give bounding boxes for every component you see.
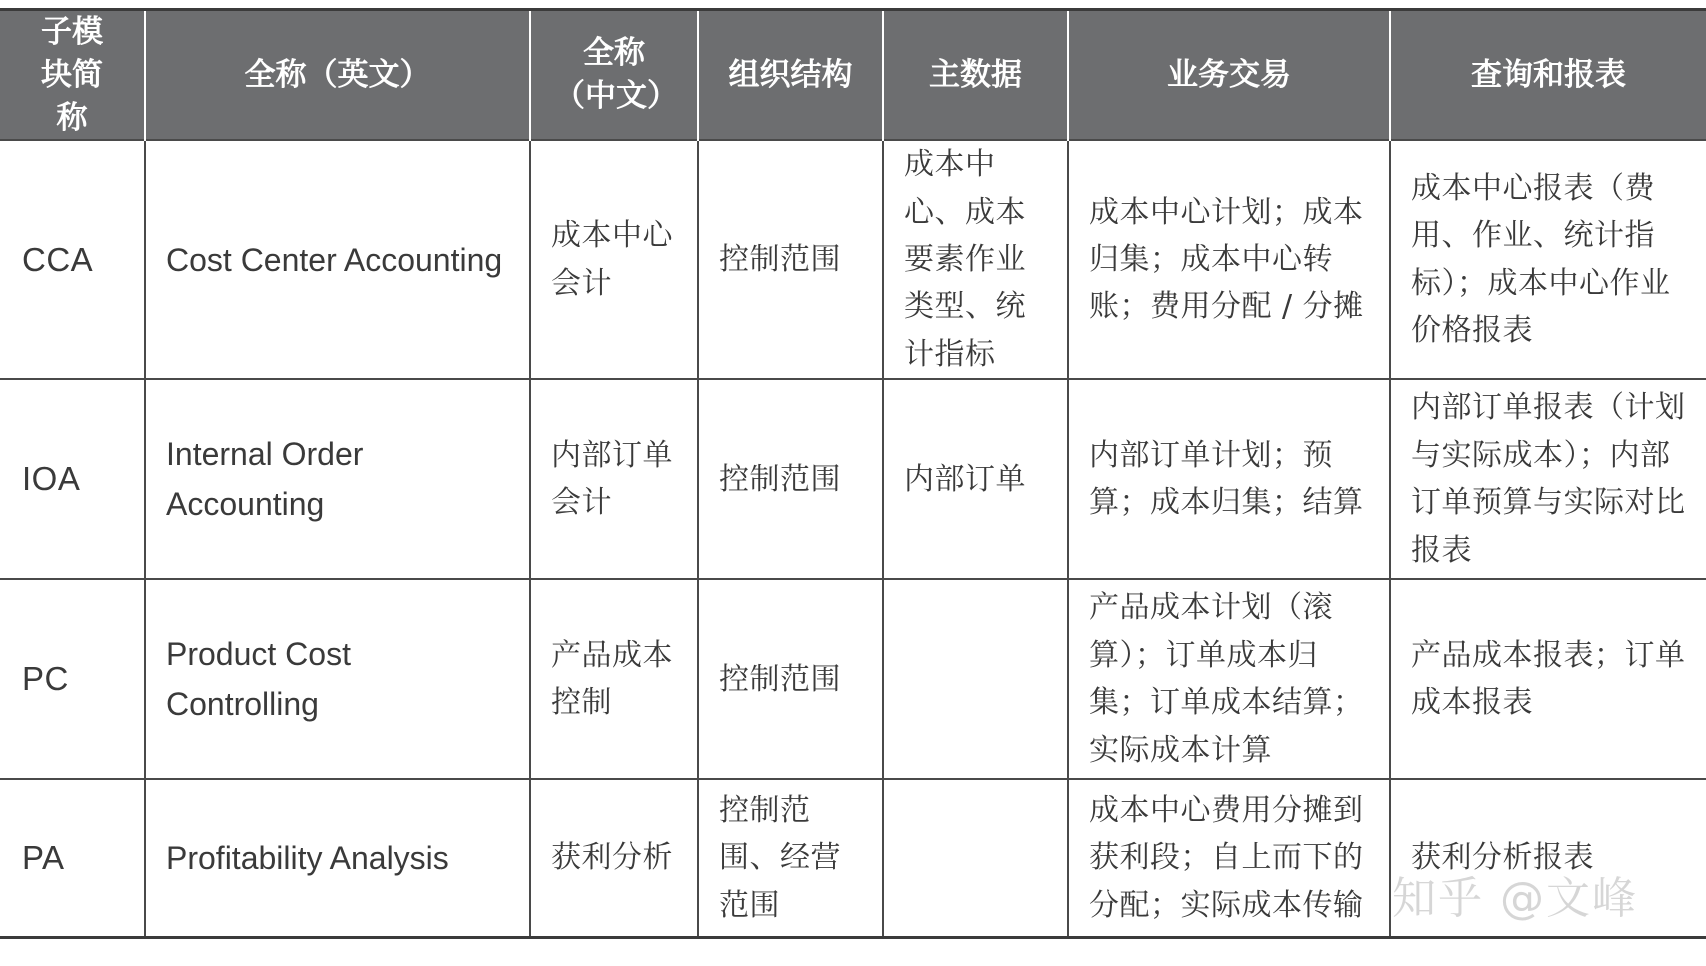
watermark: 知乎 @文峰 bbox=[1392, 873, 1638, 924]
cell-transactions: 内部订单计划；预算；成本归集；结算 bbox=[1068, 379, 1390, 579]
cell-abbr: CCA bbox=[0, 140, 145, 379]
cell-reports: 产品成本报表；订单成本报表 bbox=[1390, 579, 1706, 779]
cell-abbr: IOA bbox=[0, 379, 145, 579]
header-transactions bbox=[1068, 10, 1390, 141]
cell-transactions: 成本中心费用分摊到获利段；自上而下的分配；实际成本传输 bbox=[1068, 779, 1390, 937]
table-row-ioa bbox=[0, 379, 1706, 579]
cell-name-cn-text: 成本中心会计 bbox=[551, 218, 673, 301]
cell-org: 控制范围 bbox=[698, 140, 883, 379]
header-row bbox=[0, 10, 1706, 141]
cell-name-en: Profitability Analysis bbox=[145, 779, 530, 937]
cell-transactions: 成本中心计划；成本归集；成本中心转账；费用分配 / 分摊 bbox=[1068, 140, 1390, 379]
cell-name-cn bbox=[530, 579, 698, 779]
cell-reports: 内部订单报表（计划与实际成本）；内部订单预算与实际对比报表 bbox=[1390, 379, 1706, 579]
header-reports-text: 查询和报表 bbox=[1471, 56, 1626, 93]
sub-module-table bbox=[0, 8, 1706, 939]
cell-org: 控制范围 bbox=[698, 579, 883, 779]
header-org-text: 组织结构 bbox=[728, 56, 853, 93]
cell-name-en: Internal Order Accounting bbox=[145, 379, 530, 579]
cell-reports: 获利分析报表 bbox=[1390, 779, 1706, 937]
cell-name-en: Product Cost Controlling bbox=[145, 579, 530, 779]
header-name-en bbox=[145, 10, 530, 141]
header-abbr bbox=[0, 10, 145, 141]
cell-name-cn-text: 内部订单会计 bbox=[551, 437, 673, 521]
cell-name-cn bbox=[530, 379, 698, 579]
header-reports bbox=[1390, 10, 1706, 141]
cell-master-data bbox=[883, 779, 1068, 937]
cell-master-data bbox=[883, 579, 1068, 779]
cell-master-data: 内部订单 bbox=[883, 379, 1068, 579]
table-row-cca bbox=[0, 140, 1706, 379]
header-name-en-text: 全称（英文） bbox=[244, 56, 431, 93]
cell-abbr: PA bbox=[0, 779, 145, 937]
cell-org: 控制范围 bbox=[698, 379, 883, 579]
header-master-data bbox=[883, 10, 1068, 141]
header-abbr-text: 子模块简称 bbox=[41, 14, 103, 136]
cell-name-cn bbox=[530, 140, 698, 379]
header-name-cn bbox=[530, 10, 698, 141]
cell-transactions: 产品成本计划（滚算）；订单成本归集；订单成本结算；实际成本计算 bbox=[1068, 579, 1390, 779]
cell-name-en: Cost Center Accounting bbox=[145, 140, 530, 379]
cell-org-text: 控制范围、经营范围 bbox=[719, 792, 841, 923]
header-master-data-text: 主数据 bbox=[929, 56, 1022, 93]
header-org bbox=[698, 10, 883, 141]
header-transactions-text: 业务交易 bbox=[1167, 56, 1291, 93]
table-row-pc bbox=[0, 579, 1706, 779]
cell-abbr: PC bbox=[0, 579, 145, 779]
cell-name-cn: 获利分析 bbox=[530, 779, 698, 937]
sub-module-table-container bbox=[0, 8, 1706, 939]
cell-name-cn-text: 产品成本控制 bbox=[551, 637, 673, 721]
cell-reports: 成本中心报表（费用、作业、统计指标）；成本中心作业价格报表 bbox=[1390, 140, 1706, 379]
header-name-cn-text: 全称（中文） bbox=[554, 35, 678, 115]
cell-org bbox=[698, 779, 883, 937]
cell-master-data: 成本中心、成本要素作业类型、统计指标 bbox=[883, 140, 1068, 379]
